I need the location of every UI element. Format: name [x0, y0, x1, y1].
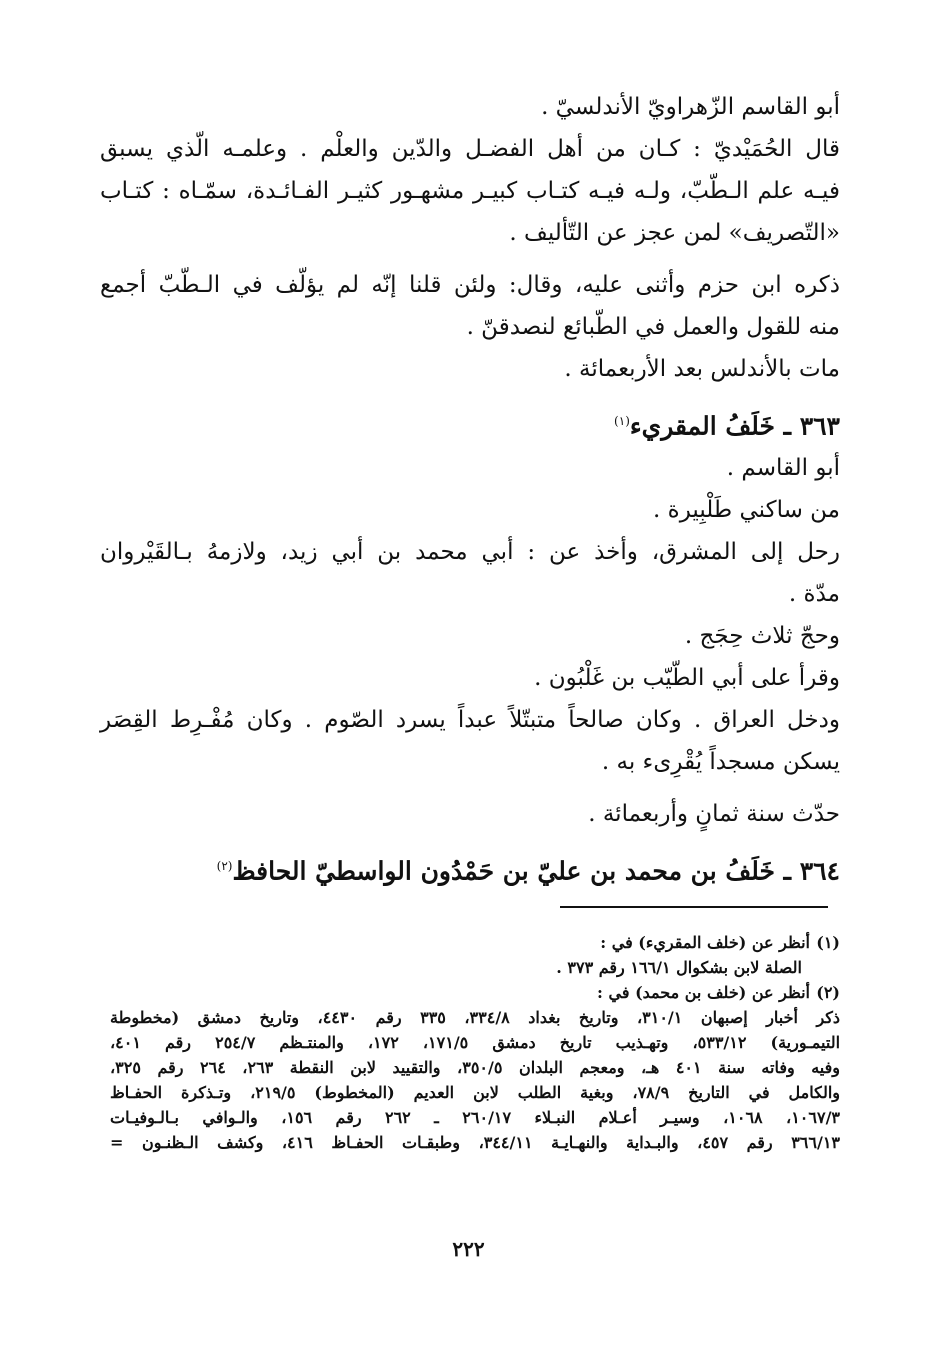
footnote-text: وفيه وفاته سنة ٤٠١ هـ، ومعجم البلدان ٣٥٠/٥، والتقييد لابن النقطة ٢٦٣، ٢٦٤ رقم ٣٢٥،	[110, 1058, 841, 1077]
text-line: أبو القاسم .	[726, 455, 840, 482]
text-line: ذكره ابن حزم وأثنى عليه، وقال: ولئن قلنا إنّه لم يؤلّف في الـطّبّ أجمع	[100, 272, 840, 298]
text-line: من ساكني طَلْبِيرة .	[653, 497, 840, 524]
footnote-1-first-line	[110, 930, 840, 955]
text-line: وحجّ ثلاث حِجَج .	[684, 623, 840, 650]
footnote-ref-1: (١)	[614, 414, 630, 428]
page-number: ٢٢٢	[452, 1237, 485, 1261]
text-line: فيـه علم الـطّبّ، ولـه فيـه كتـاب كبيـر مشهـور كثيـر الفـائـدة، سمّـاه : كتـاب	[100, 178, 840, 204]
footnote-ref-2: (٢)	[216, 859, 233, 874]
text-line: منه للقول والعمل في الطّبائع لنصدقنّ .	[466, 314, 840, 340]
text-line: مات بالأندلس بعد الأربعمائة .	[564, 356, 840, 382]
entry-363-title: ٣٦٣ ـ خَلَفُ المقريء	[629, 411, 840, 441]
footnote-1-number: (١)	[816, 933, 840, 952]
footnote-text: أنظر عن (خلف المقريء) في :	[600, 933, 810, 952]
entry-363-heading	[100, 400, 840, 447]
text-line: قال الحُمَيْديّ : كـان من أهل الفضـل والدّين والعلْم . وعلمـه الّذي يسبق	[100, 136, 840, 162]
text-line: رحل إلى المشرق، وأخذ عن : أبي محمد بن أبي زيد، ولازمهُ بـالقَيْروان	[100, 539, 840, 566]
footnotes	[110, 930, 840, 1155]
footnote-text: ٣٦٦/١٣ رقم ٤٥٧، والبـداية والنهـايـة ٣٤٤/١١، وطبقـات الحفـاظ ٤١٦، وكشف الـظنـون =	[110, 1133, 841, 1152]
footnote-text: التيمـورية) ٥٣٣/١٢، وتهـذيب تاريخ دمشق ١٧١/٥، ١٧٢، والمنتـظم ٢٥٤/٧ رقم ٤٠١،	[110, 1033, 841, 1052]
footnote-text: الصلة لابن بشكوال ١٦٦/١ رقم ٣٧٣ .	[556, 958, 802, 977]
footnote-2-number: (٢)	[816, 983, 840, 1002]
entry-364-heading	[100, 845, 840, 892]
footnote-2-first-line	[110, 980, 840, 1005]
footnote-text: والكامل في التاريخ ٧٨/٩، وبغية الطلب لابن العديم (المخطوط) ٢١٩/٥، وتـذكرة الحفـاظ	[110, 1083, 840, 1102]
footnote-separator	[560, 906, 828, 908]
footnote-text: ذكر أخبار إصبهان ٣١٠/١، وتاريخ بغداد ٣٣٤/٨، ٣٣٥ رقم ٤٤٣٠، وتاريخ دمشق (مخطوطة	[110, 1008, 841, 1027]
text-line: حدّث سنة ثمانٍ وأربعمائة .	[588, 801, 840, 828]
text-line: يسكن مسجداً يُقْرِىء به .	[601, 749, 840, 776]
text-line: «التّصريف» لمن عجز عن التّأليف .	[509, 220, 840, 246]
entry-364-title: ٣٦٤ ـ خَلَفُ بن محمد بن عليّ بن حَمْدُون الواسطيّ الحافظ	[232, 856, 840, 886]
text-line: أبو القاسم الزّهراويّ الأندلسيّ .	[541, 94, 840, 120]
footnote-text: أنظر عن (خلف بن محمد) في :	[597, 983, 810, 1002]
text-line: مدّة .	[788, 581, 840, 608]
main-text	[100, 86, 840, 893]
text-line: وقرأ على أبي الطّيّب بن غَلْبُون .	[534, 665, 840, 692]
footnote-text: ١٠٦٧/٣، ١٠٦٨، وسيـر أعـلام النبـلاء ٢٦٠/١٧ ـ ٢٦٢ رقم ١٥٦، والـوافي بـالـوفيـات	[110, 1108, 841, 1127]
text-line: ودخل العراق . وكان صالحاً متبتّلاً عبداً يسرد الصّوم . وكان مُفْـرِط القِصَر	[100, 707, 840, 734]
